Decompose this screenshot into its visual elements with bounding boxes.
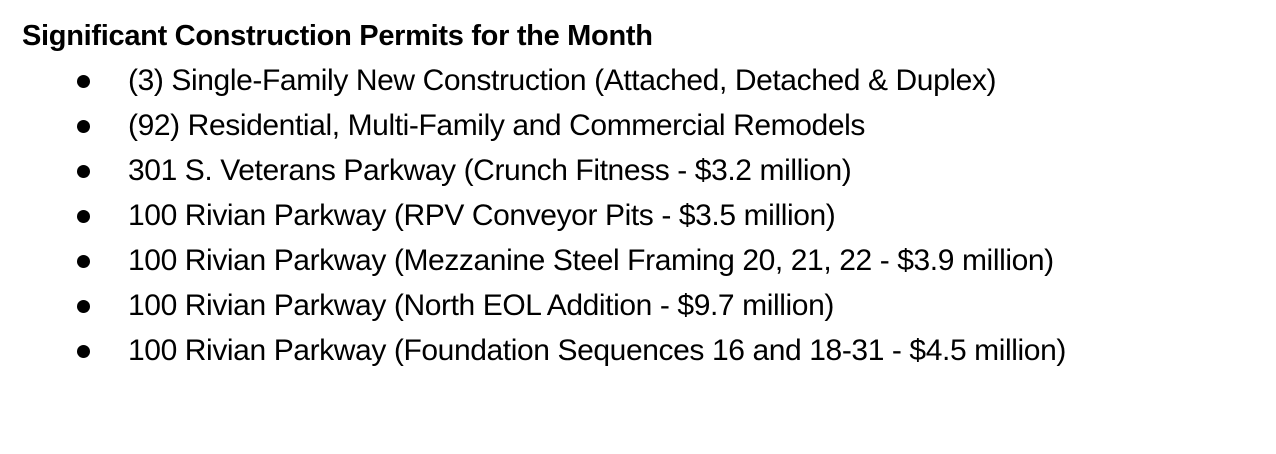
bullet-icon — [77, 345, 90, 358]
bullet-icon — [77, 300, 90, 313]
list-item-text: (3) Single-Family New Construction (Attached, Detached & Duplex) — [128, 64, 997, 97]
bullet-icon — [77, 165, 90, 178]
list-item — [22, 328, 1262, 373]
section-heading: Significant Construction Permits for the Month — [22, 20, 653, 52]
list-item — [22, 148, 1262, 193]
bullet-icon — [77, 210, 90, 223]
list-item — [22, 238, 1262, 283]
list-item-text: (92) Residential, Multi-Family and Commercial Remodels — [128, 109, 865, 142]
permit-list — [22, 58, 1262, 373]
list-item-text: 100 Rivian Parkway (Mezzanine Steel Framing 20, 21, 22 - $3.9 million) — [128, 244, 1054, 277]
bullet-icon — [77, 255, 90, 268]
bullet-icon — [77, 120, 90, 133]
list-item-text: 100 Rivian Parkway (Foundation Sequences 16 and 18-31 - $4.5 million) — [128, 334, 1066, 367]
bullet-icon — [77, 75, 90, 88]
list-item — [22, 103, 1262, 148]
list-item — [22, 58, 1262, 103]
list-item-text: 100 Rivian Parkway (North EOL Addition - $9.7 million) — [128, 289, 834, 322]
list-item-text: 301 S. Veterans Parkway (Crunch Fitness - $3.2 million) — [128, 154, 852, 187]
list-item — [22, 193, 1262, 238]
list-item-text: 100 Rivian Parkway (RPV Conveyor Pits - $3.5 million) — [128, 199, 836, 232]
list-item — [22, 283, 1262, 328]
document — [22, 14, 1262, 373]
